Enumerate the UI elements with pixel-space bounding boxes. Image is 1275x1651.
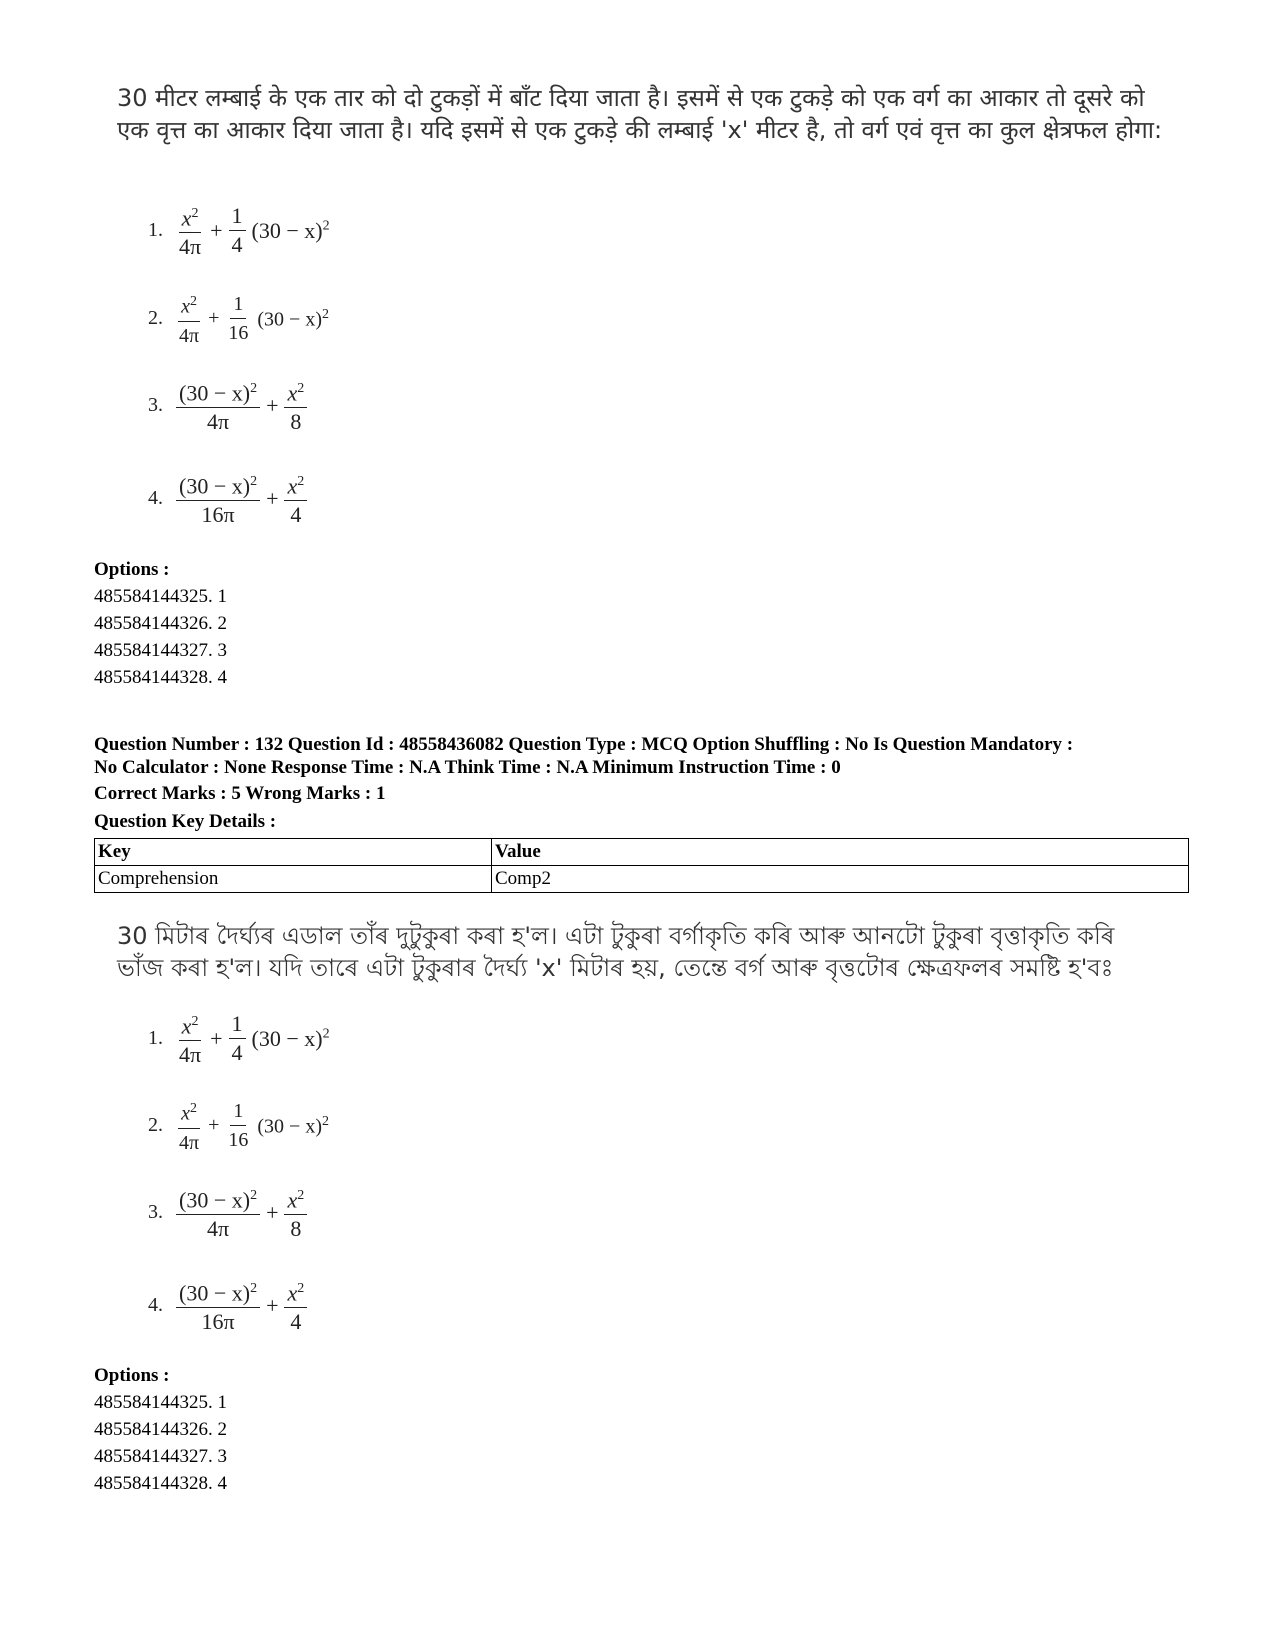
plus-sign: + <box>266 1199 279 1225</box>
numerator: 1 <box>229 1010 246 1039</box>
option-4-equation <box>148 468 307 529</box>
denominator: 4 <box>231 232 243 258</box>
fraction <box>284 375 307 436</box>
exponent: 2 <box>297 1281 305 1296</box>
plus-sign: + <box>210 217 223 243</box>
option-number: 1. <box>148 1027 163 1050</box>
fraction <box>284 1182 307 1243</box>
exponent: 2 <box>297 1188 305 1203</box>
fraction <box>225 290 251 347</box>
key-details-table <box>94 838 1189 893</box>
option-id-4: 485584144328. 4 <box>94 667 227 688</box>
question-text-hindi: 30 मीटर लम्बाई के एक तार को दो टुकड़ों में बाँट दिया जाता है। इसमें से एक टुकड़े को एक वर्ग का आकार तो दूसरे को एक वृत्त का आकार दिया जाता है। यदि इसमें से एक टुकड़े की लम्बाई 'x' मीटर है, तो वर्ग एवं वृत्त का कुल क्षेत्रफल होगा: <box>117 84 1163 144</box>
option-number: 1. <box>148 219 163 242</box>
option-3-equation-repeat <box>148 1182 307 1243</box>
option-4-equation-repeat <box>148 1275 307 1336</box>
exponent: 2 <box>190 294 197 309</box>
option-id-4: 485584144328. 4 <box>94 1473 227 1494</box>
table-row <box>95 866 1189 893</box>
denominator: 8 <box>290 409 302 435</box>
squared-term <box>257 307 329 332</box>
denominator: 4π <box>206 1216 230 1242</box>
term: (30 − x) <box>257 1115 322 1138</box>
numerator: x <box>287 1187 298 1213</box>
option-number: 3. <box>148 394 163 417</box>
table-cell-value: Comp2 <box>492 866 1189 893</box>
plus-sign: + <box>208 1114 220 1137</box>
option-number: 4. <box>148 487 163 510</box>
option-1-equation <box>148 200 330 261</box>
key-details-label: Question Key Details : <box>94 811 277 832</box>
fraction <box>176 1182 260 1243</box>
squared-term <box>257 1114 329 1139</box>
denominator: 4 <box>290 502 302 528</box>
numerator: 1 <box>229 202 246 231</box>
exponent: 2 <box>250 474 258 489</box>
options-label: Options : <box>94 559 170 580</box>
term: (30 − x) <box>257 308 322 331</box>
option-id-3: 485584144327. 3 <box>94 640 227 661</box>
numerator: (30 − x) <box>179 1187 251 1213</box>
numerator: x <box>181 1102 190 1125</box>
term: (30 − x) <box>251 217 323 243</box>
numerator: 1 <box>230 1097 246 1126</box>
exponent: 2 <box>191 206 199 221</box>
option-number: 3. <box>148 1201 163 1224</box>
question-meta-line-1: Question Number : 132 Question Id : 48558436082 Question Type : MCQ Option Shuffling : No Is Question Mandatory : <box>94 734 1074 755</box>
option-2-equation <box>148 288 329 350</box>
option-id-2: 485584144326. 2 <box>94 1419 227 1440</box>
plus-sign: + <box>210 1025 223 1051</box>
fraction <box>176 288 202 350</box>
table-header-row <box>95 839 1189 866</box>
fraction <box>176 200 204 261</box>
fraction <box>176 375 260 436</box>
question-text-assamese: 30 মিটাৰ দৈৰ্ঘ্যৰ এডাল তাঁৰ দুটুকুৰা কৰা হ'ল। এটা টুকুৰা বৰ্গাকৃতি কৰি আৰু আনটো টুকুৰা বৃত্তাকৃতি কৰি ভাঁজ কৰা হ'ল। যদি তাৰে এটা টুকুৰাৰ দৈৰ্ঘ্য 'x' মিটাৰ হয়, তেন্তে বৰ্গ আৰু বৃত্তটোৰ ক্ষেত্ৰফলৰ সমষ্টি হ'বঃ <box>117 922 1115 982</box>
exponent: 2 <box>322 306 329 322</box>
fraction <box>284 1275 307 1336</box>
table-header-key: Key <box>95 839 492 866</box>
numerator: (30 − x) <box>179 1280 251 1306</box>
denominator: 16 <box>228 322 249 345</box>
option-id-1: 485584144325. 1 <box>94 1392 227 1413</box>
exponent: 2 <box>297 381 305 396</box>
exponent: 2 <box>250 381 258 396</box>
exponent: 2 <box>191 1014 199 1029</box>
option-id-3: 485584144327. 3 <box>94 1446 227 1467</box>
fraction <box>176 1275 260 1336</box>
question-meta-line-2: No Calculator : None Response Time : N.A Think Time : N.A Minimum Instruction Time : 0 <box>94 757 841 778</box>
fraction <box>225 1097 251 1154</box>
plus-sign: + <box>266 1292 279 1318</box>
numerator: x <box>181 295 190 318</box>
option-number: 4. <box>148 1294 163 1317</box>
options-label: Options : <box>94 1365 170 1386</box>
option-3-equation <box>148 375 307 436</box>
numerator: 1 <box>230 290 246 319</box>
option-2-equation-repeat <box>148 1095 329 1157</box>
numerator: (30 − x) <box>179 380 251 406</box>
denominator: 4 <box>231 1040 243 1066</box>
squared-term <box>252 218 330 244</box>
numerator: (30 − x) <box>179 473 251 499</box>
squared-term <box>252 1026 330 1052</box>
fraction <box>284 468 307 529</box>
option-1-equation-repeat <box>148 1008 330 1069</box>
fraction <box>229 1010 246 1067</box>
exponent: 2 <box>250 1188 258 1203</box>
fraction <box>176 468 260 529</box>
denominator: 4π <box>179 1131 200 1154</box>
plus-sign: + <box>266 392 279 418</box>
fraction <box>176 1008 204 1069</box>
option-id-1: 485584144325. 1 <box>94 586 227 607</box>
plus-sign: + <box>208 307 220 330</box>
fraction <box>229 202 246 259</box>
numerator: x <box>181 205 192 231</box>
plus-sign: + <box>266 485 279 511</box>
denominator: 4π <box>179 1042 202 1068</box>
denominator: 16 <box>228 1129 249 1152</box>
denominator: 8 <box>290 1216 302 1242</box>
exponent: 2 <box>322 1026 330 1042</box>
option-number: 2. <box>148 307 163 330</box>
exponent: 2 <box>322 1113 329 1129</box>
numerator: x <box>287 1280 298 1306</box>
exponent: 2 <box>190 1101 197 1116</box>
denominator: 16π <box>201 502 235 528</box>
numerator: x <box>181 1013 192 1039</box>
exponent: 2 <box>250 1281 258 1296</box>
fraction <box>176 1095 202 1157</box>
table-cell-key: Comprehension <box>95 866 492 893</box>
exponent: 2 <box>322 218 330 234</box>
option-id-2: 485584144326. 2 <box>94 613 227 634</box>
table-header-value: Value <box>492 839 1189 866</box>
numerator: x <box>287 473 298 499</box>
marks-line: Correct Marks : 5 Wrong Marks : 1 <box>94 783 386 804</box>
denominator: 4π <box>179 324 200 347</box>
option-number: 2. <box>148 1114 163 1137</box>
denominator: 16π <box>201 1309 235 1335</box>
exponent: 2 <box>297 474 305 489</box>
numerator: x <box>287 380 298 406</box>
term: (30 − x) <box>251 1025 323 1051</box>
denominator: 4π <box>206 409 230 435</box>
denominator: 4π <box>179 234 202 260</box>
denominator: 4 <box>290 1309 302 1335</box>
